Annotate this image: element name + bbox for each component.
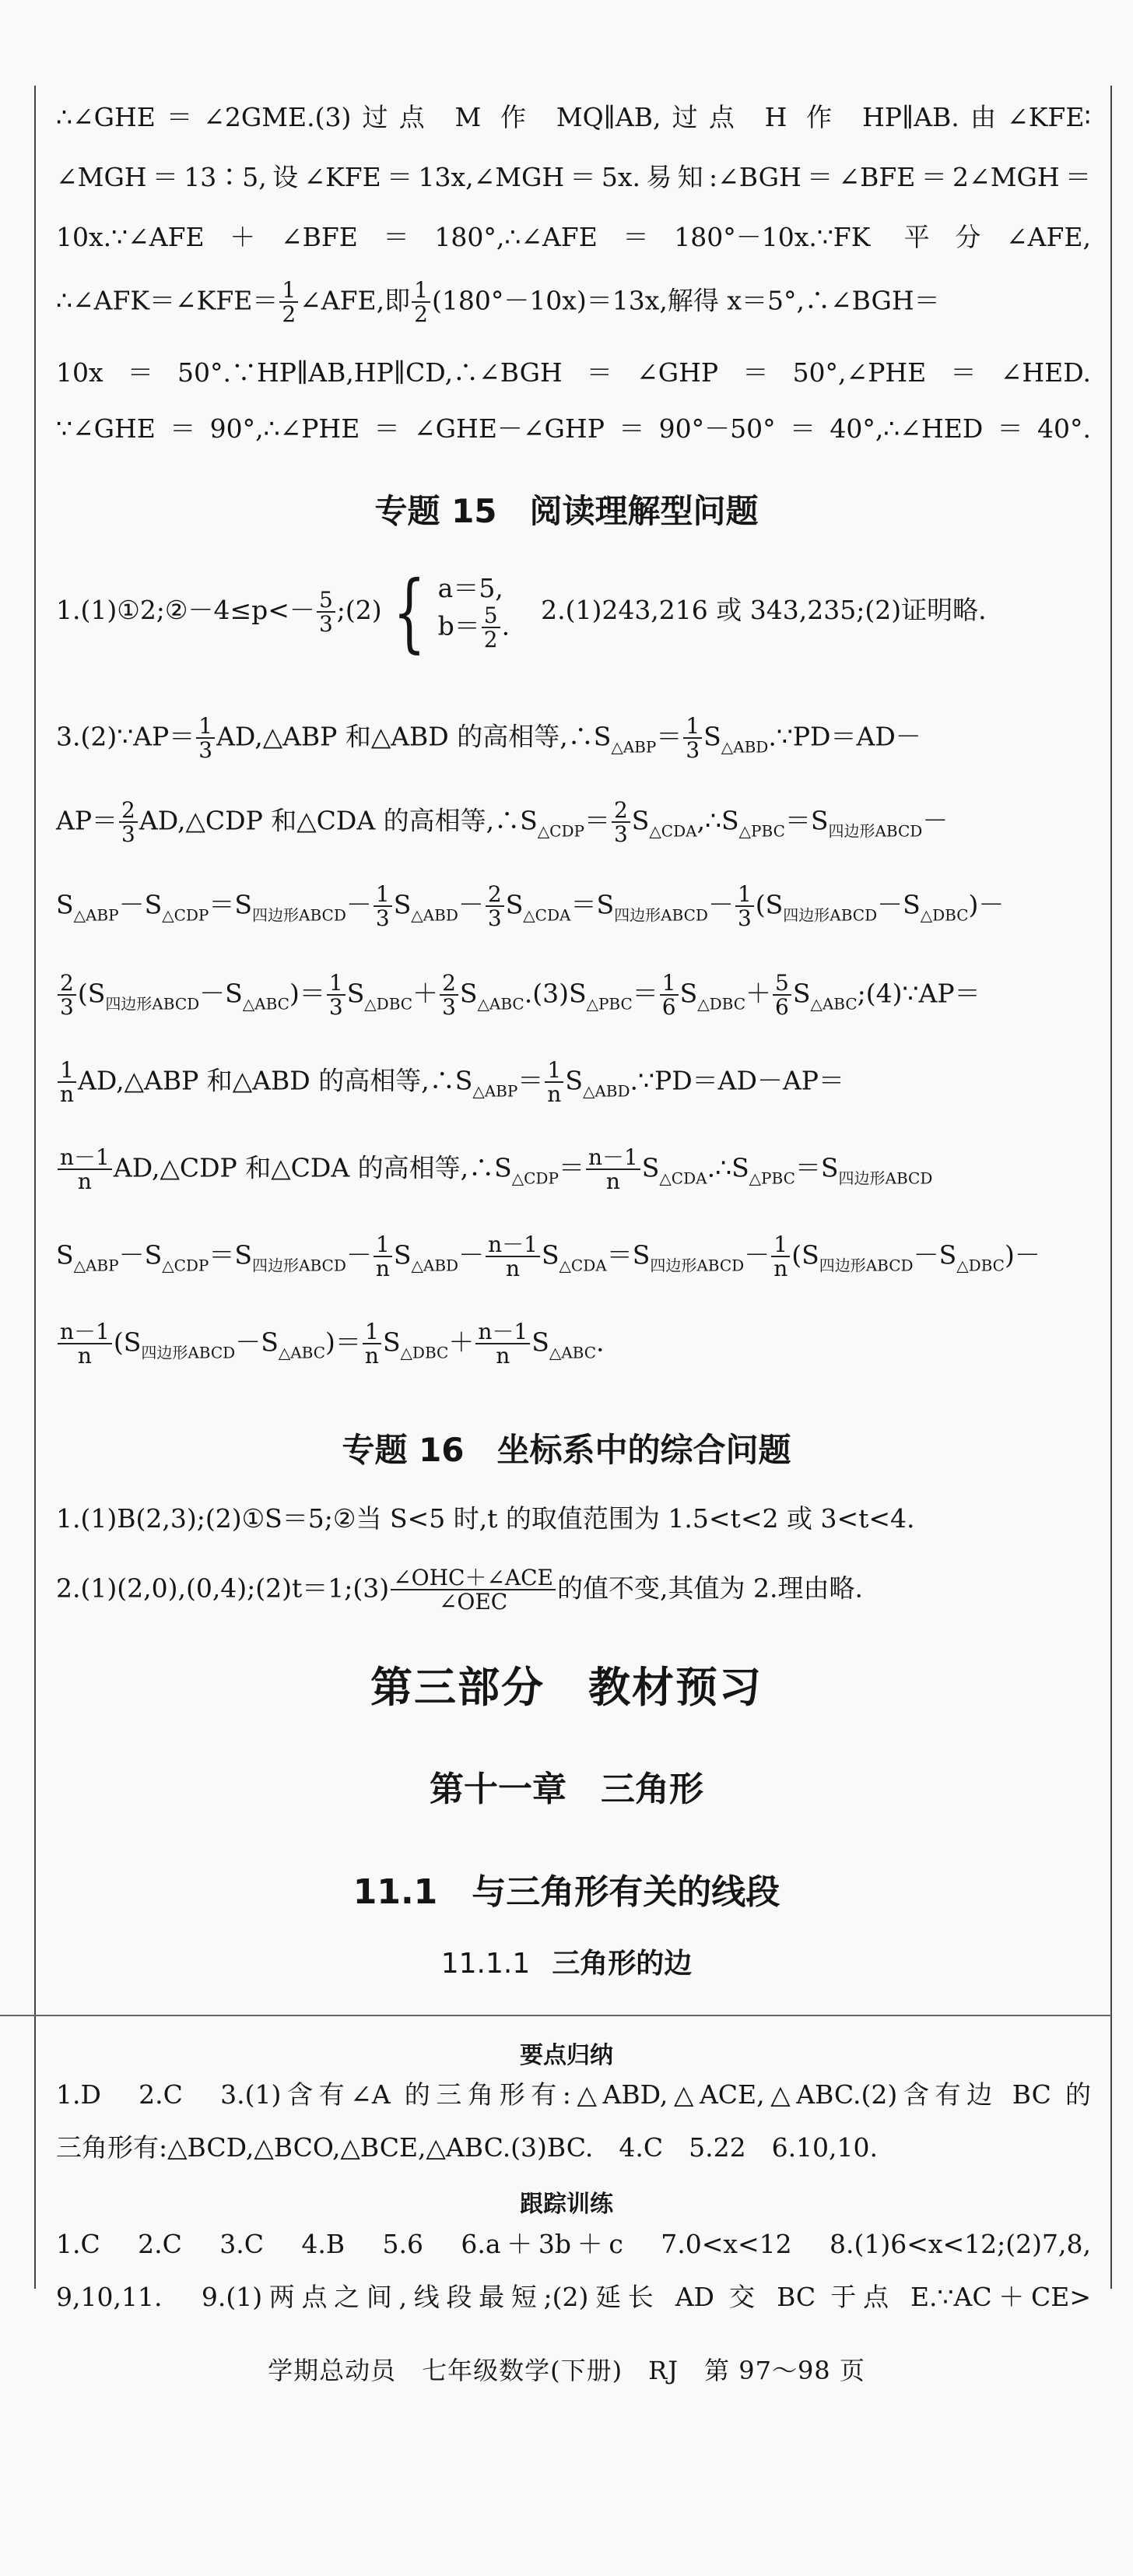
fraction-part: 2 — [440, 972, 458, 996]
fraction-part: 3 — [686, 737, 700, 764]
text-run: S — [641, 1152, 660, 1183]
text-run: － — [922, 805, 949, 836]
text-run: －S — [913, 1239, 957, 1270]
text-run: AP＝ — [56, 805, 118, 836]
fraction-part: 3 — [737, 905, 752, 932]
text-run: AD,△ABP 和△ABD 的高相等,∴S — [78, 1065, 473, 1096]
text-run — [771, 1233, 790, 1281]
fraction-part: 2 — [58, 972, 76, 996]
text-run: )＝ — [325, 1327, 361, 1358]
fraction-part: n — [364, 1343, 379, 1369]
subscript: 四边形ABCD — [141, 1343, 236, 1362]
fraction-part: 1 — [771, 1233, 790, 1257]
subscript: △ABP — [611, 737, 657, 757]
fraction-part: ∠OHC＋∠ACE — [391, 1566, 556, 1590]
fraction-part: 2 — [119, 799, 138, 823]
text-run: .∵PD＝AD－ — [768, 721, 921, 752]
subscript: 四边形ABCD — [783, 905, 878, 925]
equation-b: b＝ $\frac{5}{2}$ . — [437, 602, 510, 652]
fraction-part: n — [60, 1081, 75, 1108]
text-run — [374, 1233, 392, 1281]
text-run: ＝ — [632, 978, 658, 1009]
text-run: . — [596, 1327, 605, 1358]
text-run: S — [531, 1327, 549, 1358]
fraction-part: ∠OEC — [438, 1589, 508, 1615]
subscript: △ABC — [810, 994, 858, 1014]
text-run: S — [792, 978, 811, 1009]
subscript: △CDP — [162, 1256, 209, 1275]
text-run — [586, 1146, 640, 1193]
text-run: ＝ — [558, 1152, 584, 1183]
fraction-part: 1 — [683, 715, 702, 739]
text-run: S — [382, 1327, 401, 1358]
fraction-part: 3 — [318, 611, 333, 638]
q3-line-3 — [56, 883, 1004, 931]
fraction-part: n－1 — [58, 1320, 112, 1344]
q3-line-7 — [56, 1233, 1040, 1281]
text-run: － — [458, 889, 484, 920]
subscript: 四边形ABCD — [650, 1256, 745, 1275]
subscript: △DBC — [956, 1256, 1005, 1275]
text-run: ＝ — [584, 805, 610, 836]
fraction-part: 1 — [545, 1059, 563, 1083]
fraction-part: 5 — [482, 604, 500, 628]
fraction-part: 6 — [775, 994, 789, 1021]
text-run: S — [679, 978, 698, 1009]
subscript: △CDP — [511, 1169, 559, 1188]
fraction-part: 3 — [198, 737, 213, 764]
text-run: (S — [755, 889, 784, 920]
text-line: 1.(1)B(2,3);(2)①S＝5;②当 S<5 时,t 的取值范围为 1.5<t<2 或 3<t<4. — [56, 1503, 915, 1534]
subscript: △ABP — [73, 905, 119, 925]
subscript: △CDP — [162, 905, 209, 925]
text-line: 三角形有:△BCD,△BCO,△BCE,△ABC.(3)BC. 4.C 5.22 6.10,10. — [56, 2132, 879, 2163]
q3-line-6 — [56, 1146, 932, 1194]
fraction-part: n — [77, 1343, 92, 1369]
subsection-heading — [0, 1942, 1133, 1981]
text-run: .∵PD＝AD－AP＝ — [630, 1065, 844, 1096]
text-run: S — [56, 889, 74, 920]
fraction-part: n－1 — [58, 1146, 112, 1170]
text-run — [58, 1146, 112, 1193]
text-run: )－ — [1004, 1239, 1040, 1270]
fraction-part: 1 — [279, 279, 298, 303]
text-run — [58, 1059, 76, 1106]
chapter-heading: 第十一章 三角形 — [430, 1769, 703, 1809]
fraction-part: 1 — [735, 883, 754, 907]
subscript: 四边形ABCD — [828, 821, 923, 841]
fraction-part: n — [496, 1343, 510, 1369]
fraction-part: 3 — [442, 994, 456, 1021]
subscript: △ABC — [477, 994, 524, 1014]
subscript: △PBC — [738, 821, 785, 841]
text-line-with-fraction — [56, 1566, 863, 1614]
text-run: ＋ — [412, 978, 439, 1009]
fraction-part: n — [773, 1256, 788, 1282]
text-run: － — [707, 889, 734, 920]
text-run: 3.(2)∵AP＝ — [56, 721, 195, 752]
text-run: ;(2) — [336, 595, 382, 626]
subscript: △DBC — [400, 1343, 449, 1362]
text-run: 的值不变,其值为 2.理由略. — [556, 1573, 863, 1604]
text-run: 2.(1)243,216 或 343,235;(2)证明略. — [541, 595, 987, 626]
subscript: 四边形ABCD — [614, 905, 708, 925]
summary-heading: 要点归纳 — [520, 2042, 613, 2069]
fraction-part: 3 — [121, 821, 135, 848]
text-run — [58, 1320, 112, 1368]
text-run: －S — [235, 1327, 279, 1358]
q3-line-2 — [56, 799, 948, 847]
text-run: S — [393, 1239, 412, 1270]
subscript: △ABD — [582, 1081, 630, 1101]
subscript: △DBC — [697, 994, 746, 1014]
fraction-part: n — [605, 1169, 620, 1195]
subscript: △CDA — [559, 1256, 607, 1275]
subscript: △ABP — [472, 1081, 518, 1101]
text-run: ＋ — [745, 978, 772, 1009]
fraction-part: 1 — [374, 883, 392, 907]
text-line: 9,10,11. 9.(1)两点之间,线段最短;(2)延长 AD 交 BC 于点 E.∵AC＋CE> — [56, 2282, 1091, 2312]
subscript: △ABC — [549, 1343, 597, 1362]
text-run: － — [744, 1239, 770, 1270]
text-run — [327, 972, 346, 1019]
text-run: S — [346, 978, 365, 1009]
text-run — [196, 715, 215, 762]
fraction-part: n — [77, 1169, 92, 1195]
text-run: ＝S — [209, 1239, 252, 1270]
fraction-part: 1 — [374, 1233, 392, 1257]
text-run — [119, 799, 138, 846]
training-heading: 跟踪训练 — [520, 2191, 613, 2218]
topic-16-heading: 专题 16 坐标系中的综合问题 — [342, 1431, 791, 1469]
text-run: ＝S — [795, 1152, 839, 1183]
topic-15-heading: 专题 15 阅读理解型问题 — [374, 492, 759, 530]
text-run: ∴∠AFK＝∠KFE＝ — [56, 285, 279, 316]
text-run: S — [459, 978, 478, 1009]
text-line: 1.C 2.C 3.C 4.B 5.6 6.a＋3b＋c 7.0<x<12 8.(1)6<x<12;(2)7,8, — [56, 2229, 1091, 2259]
text-run — [475, 1320, 530, 1368]
fraction-part: 1 — [412, 279, 430, 303]
fraction-part: n — [375, 1256, 390, 1282]
text-run: (S — [791, 1239, 819, 1270]
text-run: －S — [199, 978, 243, 1009]
text-run — [486, 883, 504, 930]
text-line-with-system — [56, 561, 987, 662]
subscript: △ABC — [278, 1343, 326, 1362]
fraction-part: 1 — [327, 972, 346, 996]
subscript: △ABD — [411, 905, 458, 925]
text-run: － — [346, 1239, 372, 1270]
fraction-part: 2 — [486, 883, 504, 907]
subscript: 四边形ABCD — [252, 905, 346, 925]
text-run: AD,△CDP 和△CDA 的高相等,∴S — [113, 1152, 512, 1183]
fraction-part: n－1 — [486, 1233, 540, 1257]
text-run: 1.(1)①2;②－4≤p<－ — [56, 595, 315, 626]
text-run: －S — [118, 1239, 163, 1270]
fraction-part: 6 — [661, 994, 676, 1021]
text-run — [735, 883, 754, 930]
equation-a: a＝5, — [437, 573, 503, 603]
fraction — [412, 279, 430, 326]
text-run — [612, 799, 630, 846]
fraction-part: 3 — [328, 994, 343, 1021]
text-run: 2.(1)(2,0),(0,4);(2)t＝1;(3) — [56, 1573, 390, 1604]
section-divider-rule — [0, 2015, 1111, 2016]
fraction-part: 1 — [660, 972, 679, 996]
text-run: S — [703, 721, 721, 752]
text-run: AD,△CDP 和△CDA 的高相等,∴S — [139, 805, 538, 836]
text-run: S — [505, 889, 524, 920]
fraction-part: n－1 — [475, 1320, 530, 1344]
subscript: △ABP — [73, 1256, 119, 1275]
page-footer: 学期总动员 七年级数学(下册) RJ 第 97～98 页 — [268, 2356, 865, 2385]
text-run — [58, 972, 76, 1019]
text-line: ∴∠GHE＝∠2GME.(3)过点 M 作 MQ∥AB,过点 H 作 HP∥AB.由∠KFE∶ — [56, 102, 1091, 132]
text-run: S — [565, 1065, 583, 1096]
text-run — [773, 972, 791, 1019]
text-run — [486, 1233, 540, 1281]
subscript: △ABD — [411, 1256, 459, 1275]
text-line: 10x＝50°.∵HP∥AB,HP∥CD,∴∠BGH＝∠GHP＝50°,∠PHE＝∠HED. — [56, 357, 1091, 388]
q3-line-8 — [56, 1320, 605, 1369]
text-run — [440, 972, 458, 1019]
text-run: ,∴S — [696, 805, 739, 836]
subscript: △ABD — [721, 737, 769, 757]
text-run: －S — [118, 889, 163, 920]
text-run: ＝ — [517, 1065, 544, 1096]
part-three-heading: 第三部分 教材预习 — [370, 1663, 763, 1712]
fraction-part: 5 — [773, 972, 791, 996]
fraction — [482, 604, 500, 652]
fraction-part: 3 — [487, 905, 502, 932]
fraction-part: 2 — [483, 626, 498, 652]
text-run: ＝S — [606, 1239, 651, 1270]
subscript: 四边形ABCD — [105, 994, 200, 1014]
text-run: ∠AFE,即 — [300, 285, 411, 316]
fraction-part: n－1 — [586, 1146, 640, 1170]
subscript: 四边形ABCD — [838, 1169, 933, 1188]
fraction-part: 2 — [414, 301, 428, 328]
fraction-part: 3 — [613, 821, 628, 848]
q3-line-4 — [56, 972, 980, 1020]
text-run: ＝ — [656, 721, 682, 752]
fraction-part: 2 — [282, 301, 296, 328]
fraction-part: 5 — [317, 589, 335, 613]
q3-line-1 — [56, 715, 921, 763]
text-run: ＝S — [570, 889, 615, 920]
subscript: 四边形ABCD — [819, 1256, 914, 1275]
subscript: △ABC — [242, 994, 289, 1014]
text-run: .∴S — [707, 1152, 749, 1183]
subsection-title: 三角形的边 — [552, 1948, 693, 1980]
text-run: .(3)S — [524, 978, 587, 1009]
equation-system — [438, 573, 510, 651]
subscript: △DBC — [920, 905, 969, 925]
text-line: 1.D 2.C 3.(1)含有∠A 的三角形有:△ABD,△ACE,△ABC.(2)含有边 BC 的 — [56, 2079, 1091, 2110]
text-run: S — [631, 805, 650, 836]
text-run: ＋ — [448, 1327, 475, 1358]
fraction-part: 3 — [375, 905, 390, 932]
text-line: ∠MGH＝13∶5,设∠KFE＝13x,∠MGH＝5x.易知:∠BGH＝∠BFE＝2∠MGH＝ — [56, 162, 1091, 192]
subscript: △DBC — [364, 994, 413, 1014]
fraction-part: 1 — [196, 715, 215, 739]
subsection-number: 11.1.1 — [440, 1948, 531, 1980]
text-run — [660, 972, 679, 1019]
text-run: S — [393, 889, 412, 920]
text-run: )－ — [968, 889, 1005, 920]
subscript: △CDA — [523, 905, 571, 925]
subscript: △CDP — [537, 821, 584, 841]
fraction-part: n — [547, 1081, 562, 1108]
subscript: △CDA — [649, 821, 697, 841]
text-run — [391, 1566, 556, 1614]
text-run: ＝S — [209, 889, 252, 920]
subscript: △PBC — [749, 1169, 795, 1188]
brace-icon: { — [392, 561, 426, 662]
text-run: ＝S — [784, 805, 829, 836]
text-run: S — [541, 1239, 559, 1270]
text-run: S — [56, 1239, 74, 1270]
text-run: － — [458, 1239, 485, 1270]
text-run: AD,△ABP 和△ABD 的高相等,∴S — [216, 721, 612, 752]
text-run — [683, 715, 702, 762]
text-run: (S — [77, 978, 106, 1009]
q3-line-5 — [56, 1059, 844, 1107]
fraction-part: n — [505, 1256, 521, 1282]
text-run: －S — [877, 889, 921, 920]
fraction — [279, 279, 298, 326]
fraction-part: 1 — [363, 1320, 381, 1344]
fraction-part: 1 — [58, 1059, 76, 1083]
text-run — [363, 1320, 381, 1368]
text-line: 10x.∵∠AFE＋∠BFE＝180°,∴∠AFE＝180°－10x.∵FK 平分∠AFE, — [56, 222, 1091, 252]
text-line-with-fractions — [56, 279, 940, 326]
fraction — [317, 586, 335, 638]
text-run: (S — [113, 1327, 142, 1358]
fraction-part: 3 — [60, 994, 74, 1021]
text-run: － — [346, 889, 372, 920]
text-run: ;(4)∵AP＝ — [857, 978, 980, 1009]
subscript: △CDA — [659, 1169, 707, 1188]
text-run — [374, 883, 392, 930]
subscript: △PBC — [586, 994, 633, 1014]
fraction-part: 2 — [612, 799, 630, 823]
section-heading: 11.1 与三角形有关的线段 — [353, 1872, 780, 1912]
text-line: ∵∠GHE＝90°,∴∠PHE＝∠GHE－∠GHP＝90°－50°＝40°,∴∠HED＝40°. — [56, 413, 1091, 444]
text-run — [545, 1059, 563, 1106]
text-run: (180°－10x)＝13x,解得 x＝5°,∴∠BGH＝ — [431, 285, 940, 316]
text-run: )＝ — [289, 978, 325, 1009]
subscript: 四边形ABCD — [252, 1256, 346, 1275]
